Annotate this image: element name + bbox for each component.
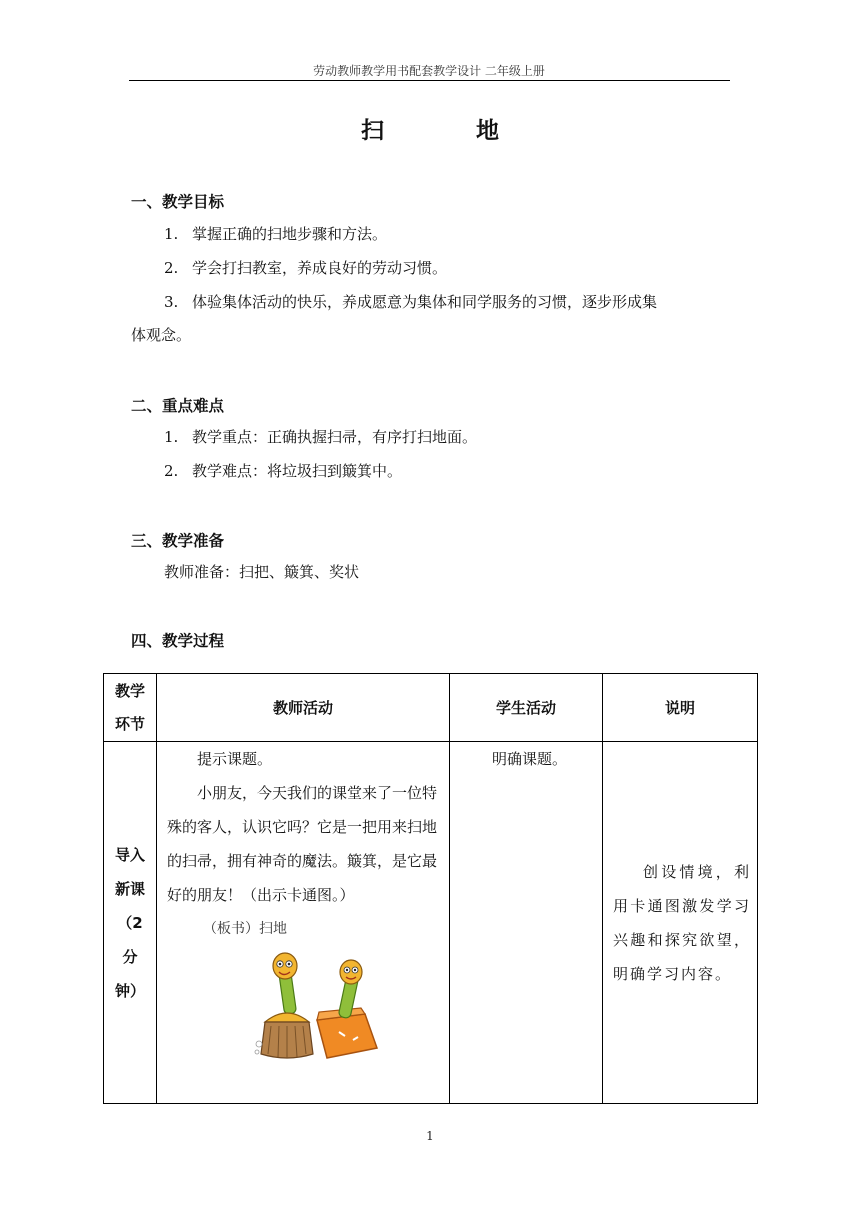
broom-image bbox=[255, 953, 313, 1058]
item-text: 掌握正确的扫地步骤和方法。 bbox=[192, 225, 388, 243]
objective-item-3 bbox=[164, 286, 657, 319]
stage-line: 分 bbox=[122, 947, 138, 966]
key-point-item-2 bbox=[164, 455, 402, 488]
header-stage-line1: 教学 bbox=[114, 681, 145, 700]
item-text: 体验集体活动的快乐，养成愿意为集体和同学服务的习惯，逐步形成集 bbox=[192, 293, 658, 311]
section-heading-objectives: 一、教学目标 bbox=[131, 193, 225, 211]
note-text: 创设情境，利用卡通图激发学习兴趣和探究欲望，明确学习内容。 bbox=[613, 862, 751, 983]
running-header: 劳动教师教学用书配套教学设计 二年级上册 bbox=[313, 64, 545, 78]
section-heading-preparation: 三、教学准备 bbox=[131, 532, 225, 550]
page-number: 1 bbox=[426, 1129, 434, 1143]
table-header-row bbox=[104, 674, 758, 742]
student-activity-cell bbox=[450, 742, 603, 1104]
header-stage bbox=[104, 674, 157, 742]
teacher-prompt: 提示课题。 bbox=[197, 750, 273, 768]
section-heading-process: 四、教学过程 bbox=[131, 632, 225, 650]
stage-line: 新课 bbox=[114, 879, 145, 898]
stage-cell bbox=[104, 742, 157, 1104]
teacher-narrative: 小朋友，今天我们的课堂来了一位特殊的客人，认识它吗？它是一把用来扫地的扫帚，拥有神奇的魔法。簸箕，是它最好的朋友！（出示卡通图。） bbox=[167, 784, 438, 904]
dustpan-image bbox=[317, 960, 377, 1058]
table-row bbox=[104, 742, 758, 1104]
item-number: 1. bbox=[164, 428, 179, 446]
stage-line: （2 bbox=[117, 913, 143, 932]
header-student-activity: 学生活动 bbox=[450, 674, 603, 742]
broom-dustpan-illustration bbox=[253, 950, 383, 1062]
header-rule bbox=[129, 80, 730, 81]
item-number: 3. bbox=[164, 293, 179, 311]
teaching-process-table bbox=[103, 673, 758, 1104]
header-teacher-activity: 教师活动 bbox=[157, 674, 450, 742]
section-heading-key-points: 二、重点难点 bbox=[131, 397, 225, 415]
note-cell bbox=[603, 742, 758, 1104]
item-number: 2. bbox=[164, 259, 179, 277]
stage-line: 钟） bbox=[114, 981, 145, 1000]
objective-item-3-continuation: 体观念。 bbox=[131, 326, 192, 344]
item-text: 教学重点：正确执握扫帚，有序打扫地面。 bbox=[192, 428, 478, 446]
key-point-item-1 bbox=[164, 421, 477, 454]
objective-item-1 bbox=[164, 218, 387, 251]
blackboard-note: （板书）扫地 bbox=[203, 921, 287, 937]
student-activity-text: 明确课题。 bbox=[492, 750, 568, 768]
item-text: 教学难点：将垃圾扫到簸箕中。 bbox=[192, 462, 403, 480]
header-note: 说明 bbox=[603, 674, 758, 742]
objective-item-2 bbox=[164, 252, 447, 285]
stage-line: 导入 bbox=[114, 845, 145, 864]
preparation-text: 教师准备：扫把、簸箕、奖状 bbox=[164, 563, 360, 581]
document-title: 扫 地 bbox=[360, 118, 541, 144]
teacher-activity-cell bbox=[157, 742, 450, 1104]
item-number: 1. bbox=[164, 225, 179, 243]
header-stage-line2: 环节 bbox=[114, 714, 145, 733]
item-text: 学会打扫教室，养成良好的劳动习惯。 bbox=[192, 259, 448, 277]
broom-dustpan-cartoon bbox=[253, 950, 383, 1062]
item-number: 2. bbox=[164, 462, 179, 480]
